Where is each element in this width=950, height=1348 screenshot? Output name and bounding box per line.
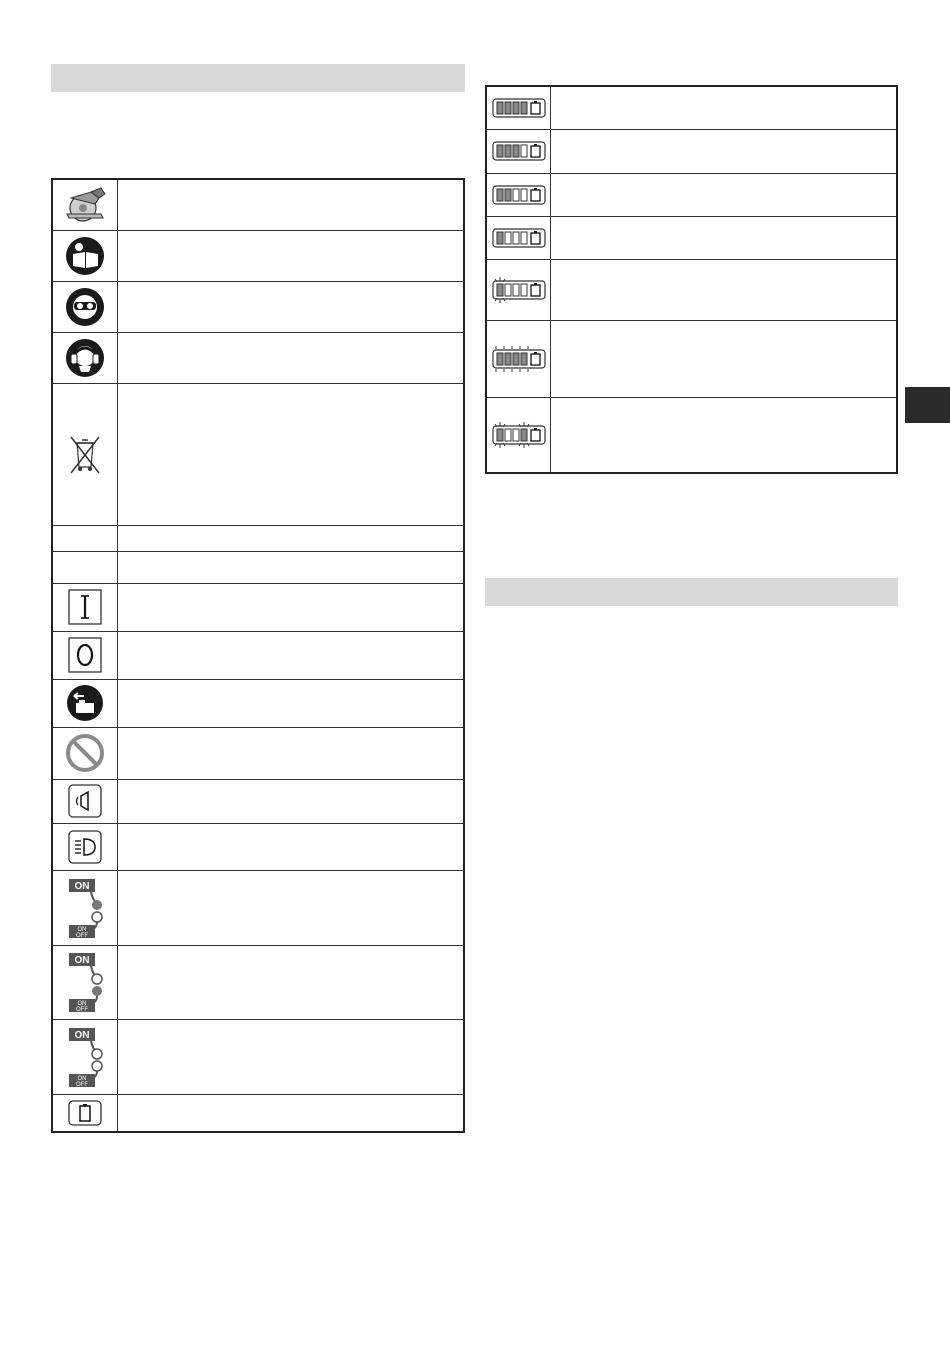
on-indicator-icon	[52, 870, 118, 945]
indicator-description	[551, 397, 898, 473]
table-row	[52, 179, 464, 230]
ear-protection-icon	[52, 332, 118, 383]
svg-text:ON: ON	[74, 1029, 90, 1041]
svg-text:ON: ON	[74, 955, 90, 966]
indicator-description	[551, 129, 898, 173]
left-section-heading	[51, 64, 465, 92]
indicator-description	[551, 320, 898, 397]
table-row	[52, 281, 464, 332]
light-icon	[52, 823, 118, 870]
symbols-table	[51, 178, 465, 1133]
symbol-description	[118, 779, 465, 823]
table-row	[52, 1019, 464, 1094]
battery-level-3-icon	[486, 129, 551, 173]
circular-saw-icon	[52, 179, 118, 230]
table-row	[486, 216, 897, 259]
table-row	[52, 1094, 464, 1132]
disconnect-battery-icon	[52, 679, 118, 727]
table-row	[52, 230, 464, 281]
symbol-description	[118, 679, 465, 727]
table-row	[52, 383, 464, 525]
svg-text:ON: ON	[74, 880, 90, 892]
battery-level-all-blinking-icon	[486, 320, 551, 397]
table-row	[486, 129, 897, 173]
symbol-description	[118, 179, 465, 230]
on-off-indicator-icon	[52, 945, 118, 1019]
empty-icon-cell	[52, 525, 118, 551]
symbol-description	[118, 332, 465, 383]
symbol-description	[118, 525, 465, 551]
table-row	[486, 259, 897, 320]
symbol-description	[118, 727, 465, 779]
symbol-description	[118, 230, 465, 281]
battery-level-1-icon	[486, 216, 551, 259]
on-off-indicator-alt-icon	[52, 1019, 118, 1094]
prohibited-icon	[52, 727, 118, 779]
language-side-tab	[905, 387, 950, 423]
table-row	[52, 679, 464, 727]
svg-text:OFF: OFF	[76, 932, 88, 939]
symbol-description	[118, 870, 465, 945]
symbol-description	[118, 823, 465, 870]
table-row	[486, 173, 897, 216]
battery-level-1-blinking-icon	[486, 259, 551, 320]
battery-level-blinking-end-icon	[486, 397, 551, 473]
indicator-description	[551, 86, 898, 129]
table-row	[486, 397, 897, 473]
table-row	[486, 320, 897, 397]
svg-text:OFF: OFF	[76, 1007, 88, 1013]
symbol-description	[118, 631, 465, 679]
svg-text:ON: ON	[77, 1001, 87, 1007]
indicator-description	[551, 216, 898, 259]
table-row	[52, 551, 464, 583]
table-row	[52, 823, 464, 870]
switch-on-icon	[52, 583, 118, 631]
empty-icon-cell	[52, 551, 118, 583]
crossed-out-bin-icon	[52, 383, 118, 525]
svg-text:OFF: OFF	[76, 1081, 88, 1088]
symbol-description	[118, 281, 465, 332]
sound-icon	[52, 779, 118, 823]
symbol-description	[118, 551, 465, 583]
table-row	[486, 86, 897, 129]
read-manual-icon	[52, 230, 118, 281]
battery-indicator-table	[485, 85, 898, 474]
symbol-description	[118, 383, 465, 525]
table-row	[52, 583, 464, 631]
battery-level-2-icon	[486, 173, 551, 216]
table-row	[52, 727, 464, 779]
switch-off-icon	[52, 631, 118, 679]
symbol-description	[118, 583, 465, 631]
svg-text:ON: ON	[77, 1075, 87, 1082]
battery-icon	[52, 1094, 118, 1132]
indicator-description	[551, 259, 898, 320]
battery-level-4-icon	[486, 86, 551, 129]
table-row	[52, 631, 464, 679]
table-row	[52, 332, 464, 383]
right-section-heading	[485, 578, 898, 606]
svg-text:ON: ON	[77, 926, 87, 933]
eye-protection-icon	[52, 281, 118, 332]
table-row	[52, 870, 464, 945]
table-row	[52, 779, 464, 823]
table-row	[52, 525, 464, 551]
indicator-description	[551, 173, 898, 216]
symbol-description	[118, 945, 465, 1019]
table-row	[52, 945, 464, 1019]
symbol-description	[118, 1094, 465, 1132]
symbol-description	[118, 1019, 465, 1094]
